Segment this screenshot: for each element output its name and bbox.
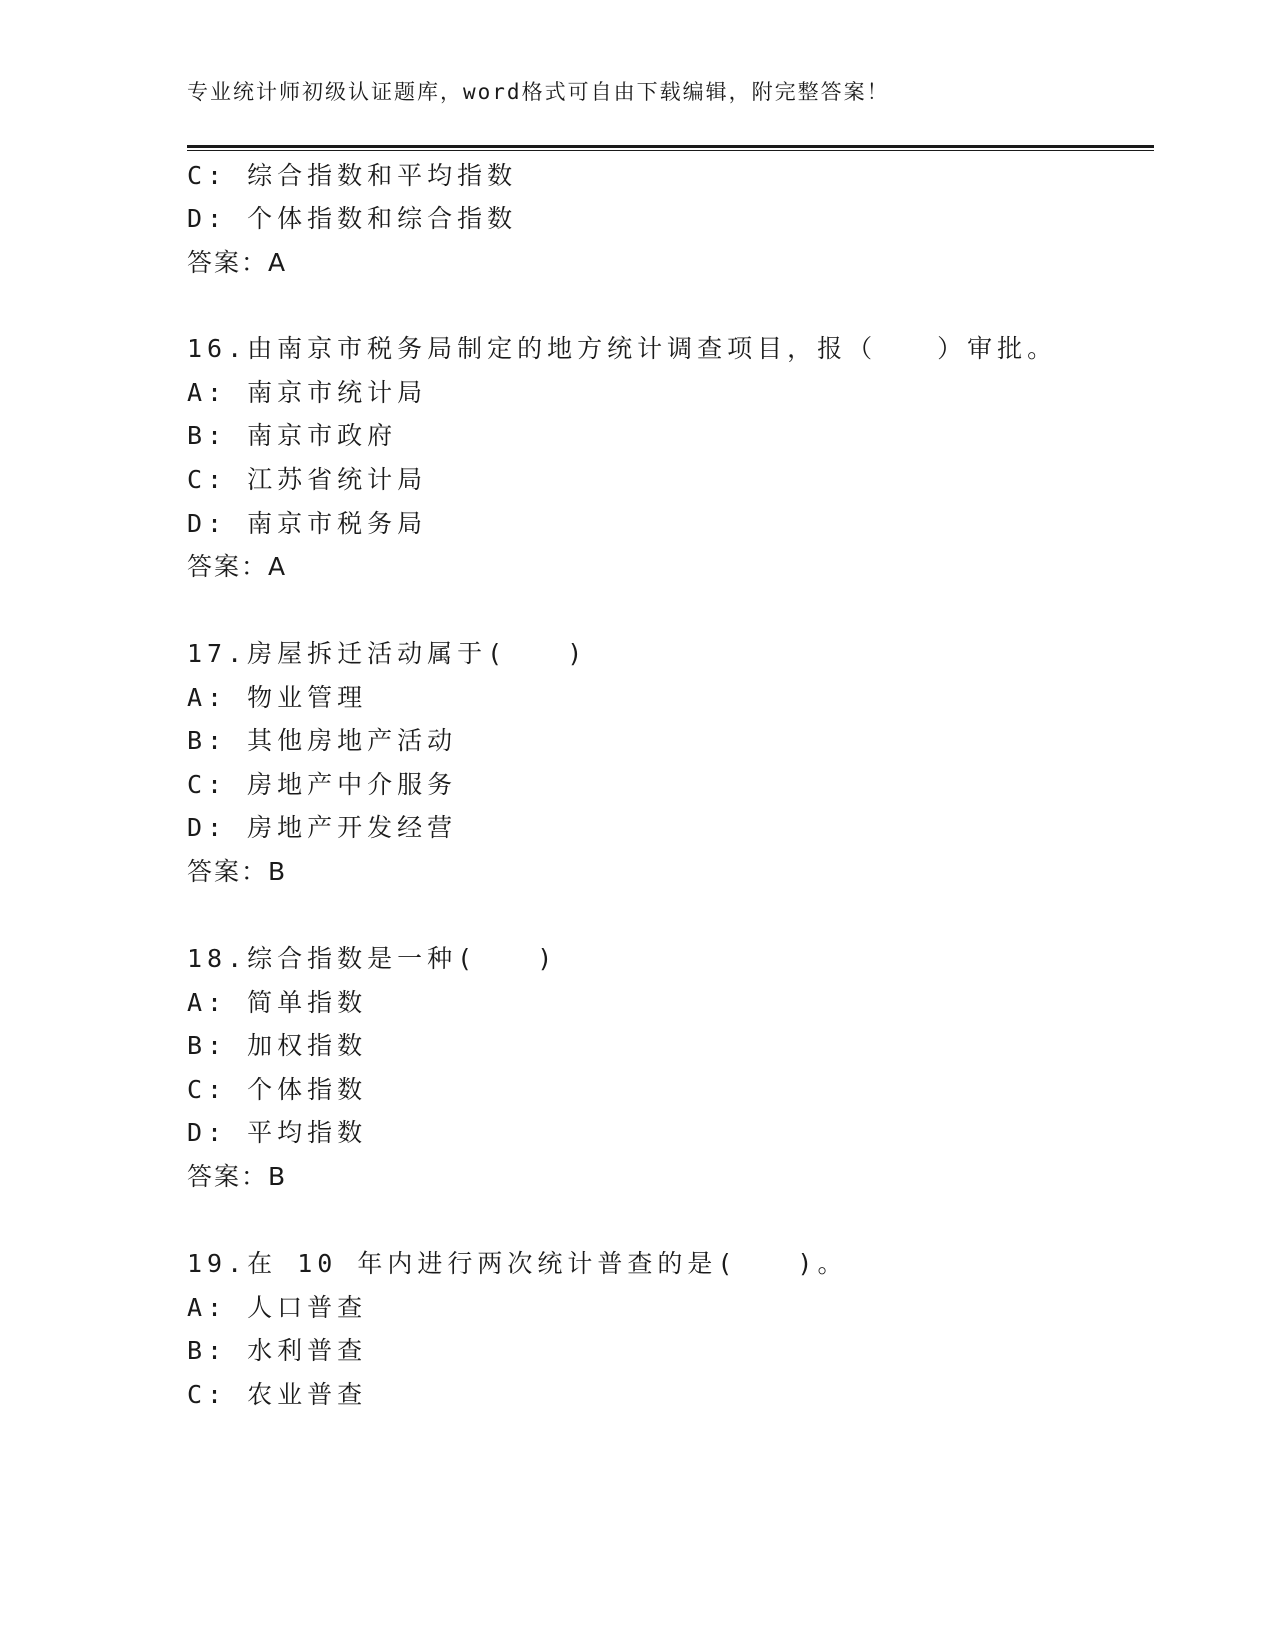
question-16: 16.由南京市税务局制定的地方统计调查项目，报（ ）审批。 xyxy=(187,334,1058,363)
q17-option-a: A: 物业管理 xyxy=(187,683,368,712)
q16-option-c: C: 江苏省统计局 xyxy=(187,465,428,494)
question-17: 17.房屋拆迁活动属于( ) xyxy=(187,639,588,668)
page-header: 专业统计师初级认证题库，word格式可自由下载编辑，附完整答案！ xyxy=(187,80,890,104)
q16-option-d: D: 南京市税务局 xyxy=(187,509,428,538)
q17-option-b: B: 其他房地产活动 xyxy=(187,726,458,755)
option-d-prev: D: 个体指数和综合指数 xyxy=(187,204,518,233)
q18-option-d: D: 平均指数 xyxy=(187,1118,368,1147)
q18-answer: 答案：B xyxy=(187,1162,288,1191)
option-c-prev: C: 综合指数和平均指数 xyxy=(187,161,518,190)
q18-option-b: B: 加权指数 xyxy=(187,1031,368,1060)
question-18: 18.综合指数是一种( ) xyxy=(187,944,558,973)
q19-option-b: B: 水利普查 xyxy=(187,1336,368,1365)
q16-option-a: A: 南京市统计局 xyxy=(187,378,428,407)
q17-option-c: C: 房地产中介服务 xyxy=(187,770,458,799)
answer-prev: 答案：A xyxy=(187,248,288,277)
q16-option-b: B: 南京市政府 xyxy=(187,421,398,450)
q17-answer: 答案：B xyxy=(187,857,288,886)
q19-option-c: C: 农业普查 xyxy=(187,1380,368,1409)
q19-option-a: A: 人口普查 xyxy=(187,1293,368,1322)
header-rule-thick xyxy=(187,145,1154,148)
q17-option-d: D: 房地产开发经营 xyxy=(187,813,458,842)
q18-option-c: C: 个体指数 xyxy=(187,1075,368,1104)
q16-answer: 答案：A xyxy=(187,552,288,581)
question-19: 19.在 10 年内进行两次统计普查的是( )。 xyxy=(187,1249,848,1278)
q18-option-a: A: 简单指数 xyxy=(187,988,368,1017)
header-rule-thin xyxy=(187,150,1154,151)
